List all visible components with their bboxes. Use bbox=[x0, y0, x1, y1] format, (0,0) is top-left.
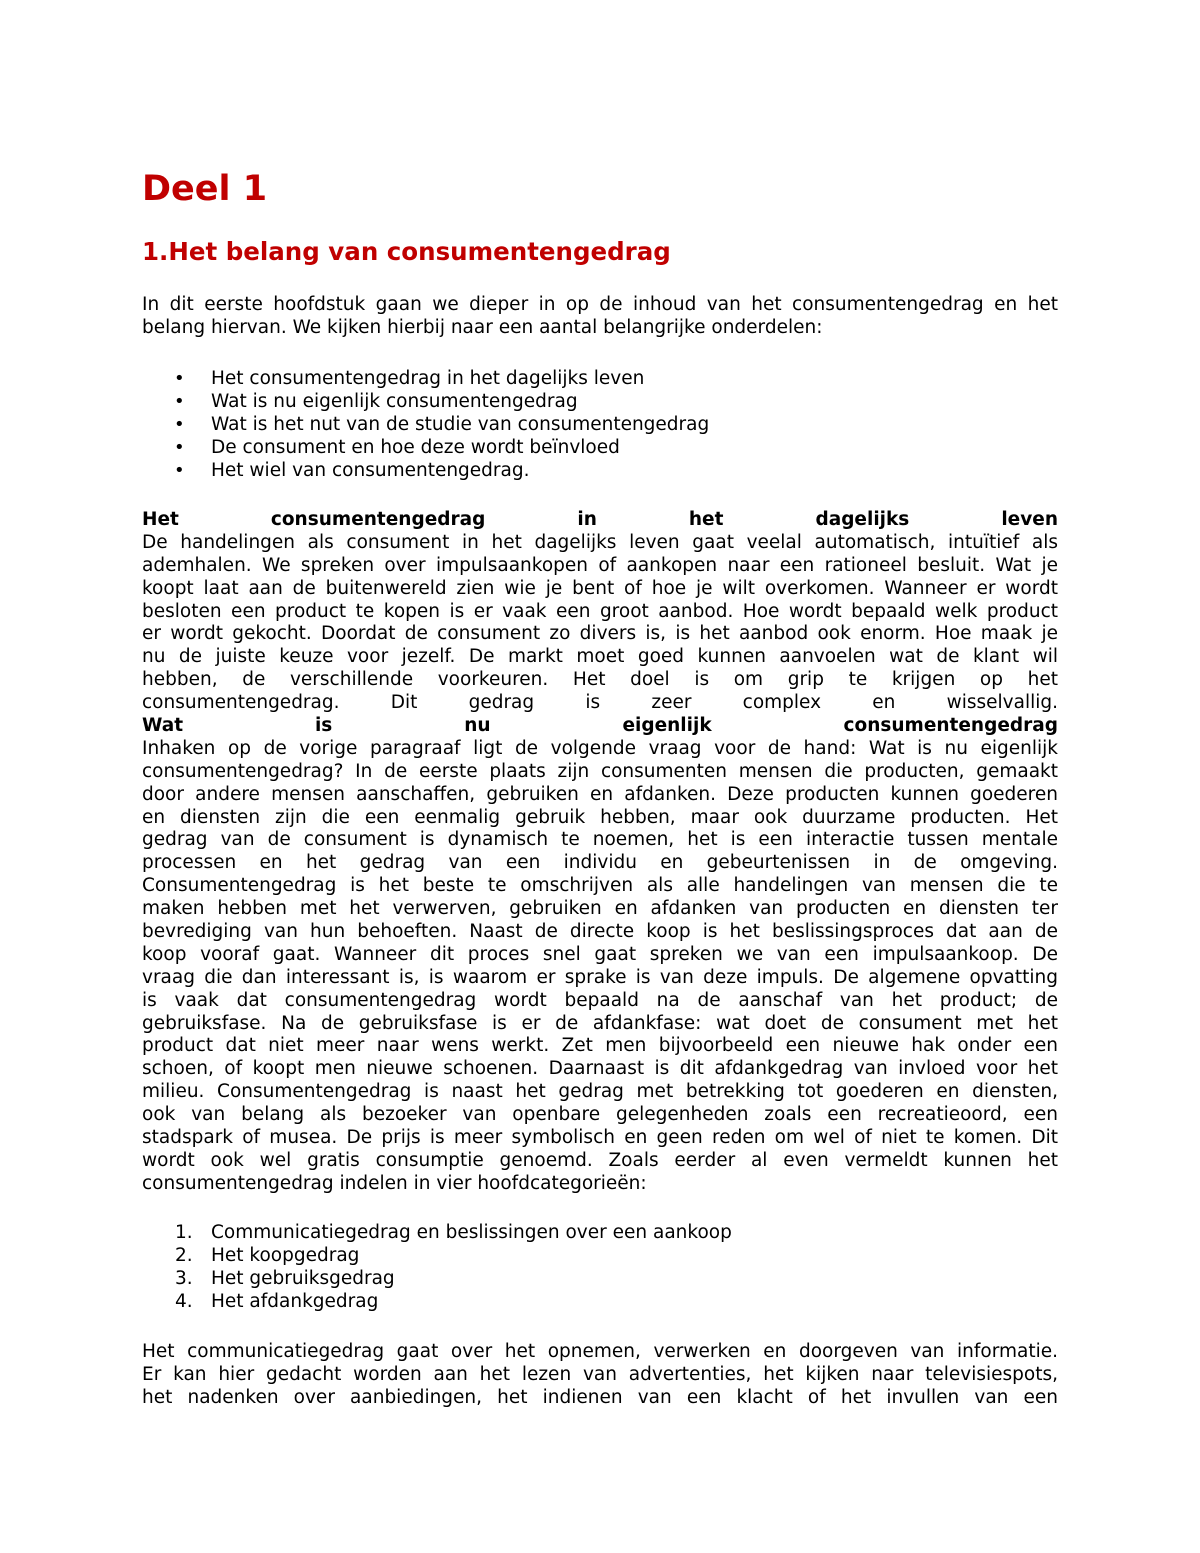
body-line: consumentengedrag. Dit gedrag is zeer complex en wisselvallig. bbox=[142, 692, 1058, 714]
body-line: besloten een product te kopen is er vaak een groot aanbod. Hoe wordt bepaald welk product bbox=[142, 600, 1058, 622]
list-item: 3. Het gebruiksgedrag bbox=[175, 1267, 395, 1289]
list-item: • Wat is het nut van de studie van consumentengedrag bbox=[174, 413, 710, 435]
list-item: 1. Communicatiegedrag en beslissingen over een aankoop bbox=[175, 1222, 732, 1243]
category-list bbox=[142, 1222, 1058, 1314]
body-line: Inhaken op de vorige paragraaf ligt de volgende vraag voor de hand: Wat is nu eigenlijk bbox=[142, 737, 1058, 759]
section-heading: Wat is nu eigenlijk consumentengedrag bbox=[142, 715, 1058, 737]
list-item: • Het consumentengedrag in het dagelijks leven bbox=[174, 368, 645, 389]
list-item: • Wat is nu eigenlijk consumentengedrag bbox=[174, 390, 578, 412]
body-line: schoen, of koopt men nieuwe schoenen. Daarnaast is dit afdankgedrag van invloed voor het bbox=[142, 1058, 1058, 1080]
body-line: nu de juiste keuze voor jezelf. De markt moet goed kunnen aanvoelen wat de klant wil bbox=[142, 646, 1058, 668]
section-heading: Het consumentengedrag in het dagelijks leven bbox=[142, 509, 1058, 530]
bullet-icon: • bbox=[174, 436, 185, 458]
bullet-icon: • bbox=[174, 413, 185, 435]
body-line: koopt laat aan de buitenwereld zien wie je bent of hoe je wilt overkomen. Wanneer er wordt bbox=[142, 577, 1058, 599]
body-line: product dat niet meer naar wens werkt. Zet men bijvoorbeeld een nieuwe hak onder een bbox=[142, 1035, 1058, 1057]
body-line: hebben, de verschillende voorkeuren. Het doel is om grip te krijgen op het bbox=[142, 669, 1058, 691]
body-line: gebruiksfase. Na de gebruiksfase is er de afdankfase: wat doet de consument met het bbox=[142, 1012, 1058, 1034]
body-line: het nadenken over aanbiedingen, het indienen van een klacht of het invullen van een bbox=[142, 1386, 1058, 1408]
body-line: gedrag van de consument is dynamisch te noemen, het is een interactie tussen mentale bbox=[142, 829, 1058, 851]
body-line: en diensten zijn die een eenmalig gebruik hebben, maar ook duurzame producten. Het bbox=[142, 806, 1058, 828]
chapter-title: 1.Het belang van consumentengedrag bbox=[142, 237, 671, 266]
body-line: De handelingen als consument in het dagelijks leven gaat veelal automatisch, intuïtief als bbox=[142, 531, 1058, 553]
body-line: maken hebben met het verwerven, gebruiken en afdanken van producten en diensten ter bbox=[142, 898, 1058, 920]
list-item: • Het wiel van consumentengedrag. bbox=[174, 459, 530, 481]
body-line: consumentengedrag? In de eerste plaats zijn consumenten mensen die producten, gemaakt bbox=[142, 760, 1058, 782]
body-line: Het communicatiegedrag gaat over het opnemen, verwerken en doorgeven van informatie. bbox=[142, 1341, 1058, 1362]
list-item: 2. Het koopgedrag bbox=[175, 1244, 360, 1266]
body-line: koop vooraf gaat. Wanneer dit proces snel gaat spreken we van een impulsaankoop. De bbox=[142, 943, 1058, 965]
body-line: door andere mensen aanschaffen, gebruiken en afdanken. Deze producten kunnen goederen bbox=[142, 783, 1058, 805]
body-line: wordt ook wel gratis consumptie genoemd. Zoals eerder al even vermeldt kunnen het bbox=[142, 1149, 1058, 1171]
body-line: ook van belang als bezoeker van openbare gelegenheden zoals een recreatieoord, een bbox=[142, 1104, 1058, 1126]
body-line: stadspark of musea. De prijs is meer symbolisch en geen reden om wel of niet te komen. Dit bbox=[142, 1127, 1058, 1149]
body-line: is vaak dat consumentengedrag wordt bepaald na de aanschaf van het product; de bbox=[142, 989, 1058, 1011]
body-line: vraag die dan interessant is, is waarom er sprake is van deze impuls. De algemene opvatting bbox=[142, 966, 1058, 988]
list-item: • De consument en hoe deze wordt beïnvloed bbox=[174, 436, 620, 458]
bullet-icon: • bbox=[174, 368, 185, 389]
body-line: milieu. Consumentengedrag is naast het gedrag met betrekking tot goederen en diensten, bbox=[142, 1081, 1058, 1103]
page-title: Deel 1 bbox=[142, 169, 268, 209]
bullet-icon: • bbox=[174, 390, 185, 412]
body-line: consumentengedrag indelen in vier hoofdcategorieën: bbox=[142, 1172, 647, 1194]
body-line: bevrediging van hun behoeften. Naast de directe koop is het beslissingsproces dat aan de bbox=[142, 921, 1058, 943]
body-line: Er kan hier gedacht worden aan het lezen van advertenties, het kijken naar televisiespots, bbox=[142, 1363, 1058, 1385]
section-dagelijks-leven bbox=[142, 509, 1058, 1196]
intro-paragraph bbox=[142, 294, 1058, 340]
body-line: ademhalen. We spreken over impulsaankopen of aankopen naar een rationeel besluit. Wat je bbox=[142, 554, 1058, 576]
list-item: 4. Het afdankgedrag bbox=[175, 1290, 379, 1312]
closing-paragraph bbox=[142, 1341, 1058, 1410]
topic-list bbox=[142, 368, 1058, 482]
intro-line: belang hiervan. We kijken hierbij naar een aantal belangrijke onderdelen: bbox=[142, 316, 823, 338]
body-line: Consumentengedrag is het beste te omschrijven als alle handelingen van mensen die te bbox=[142, 875, 1058, 897]
bullet-icon: • bbox=[174, 459, 185, 481]
body-line: processen en het gedrag van een individu en gebeurtenissen in de omgeving. bbox=[142, 852, 1058, 874]
intro-line: In dit eerste hoofdstuk gaan we dieper in op de inhoud van het consumentengedrag en het bbox=[142, 294, 1058, 315]
body-line: er wordt gekocht. Doordat de consument zo divers is, is het aanbod ook enorm. Hoe maak je bbox=[142, 623, 1058, 645]
